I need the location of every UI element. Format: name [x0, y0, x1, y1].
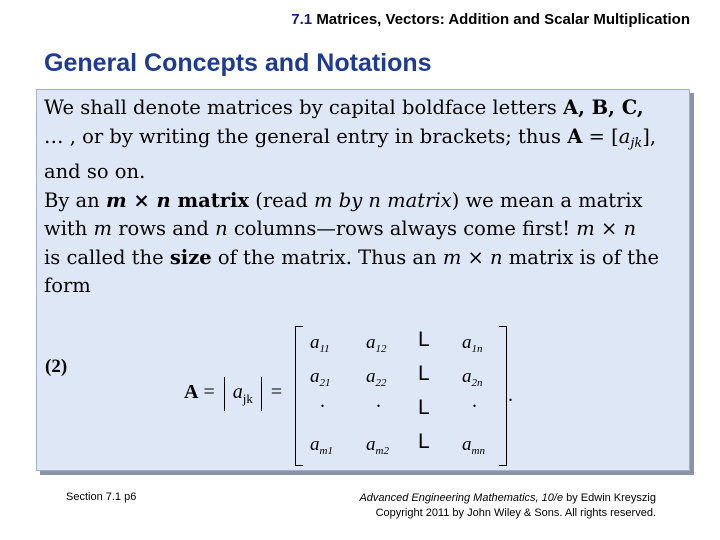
italic-text: m by n matrix — [314, 188, 452, 212]
m-by-n: m × n — [442, 245, 503, 269]
m-by-n: m × n — [105, 188, 171, 212]
text: By an — [44, 188, 106, 212]
footer-copyright: Copyright 2011 by John Wiley & Sons. All rights reserved. — [375, 507, 656, 519]
cell-r1c2: $a_{12}$ — [366, 332, 387, 355]
equals-sign: = — [203, 381, 215, 403]
body-line-4 — [44, 187, 688, 216]
text: is called the — [44, 245, 170, 269]
matrix-A: A — [184, 381, 199, 403]
cell-r4c4: $a_{mn}$ — [462, 434, 485, 457]
cell-r4c1: $a_{m1}$ — [310, 434, 333, 457]
equation-period: . — [508, 384, 513, 406]
cell-r3c1: . — [320, 390, 325, 412]
text: … , or by writing the general entry in brackets; thus — [44, 124, 568, 148]
subscript-jk: jk — [630, 135, 643, 151]
equation-label: (2) — [45, 356, 68, 377]
author: by Edwin Kreyszig — [563, 492, 656, 504]
footer-credit — [359, 491, 656, 521]
cell-r2c4: $a_{2n}$ — [462, 366, 483, 389]
body-line-2 — [44, 123, 688, 159]
text: of the matrix. Thus an — [211, 245, 443, 269]
text: ) we mean a matrix — [451, 188, 643, 212]
text: rows and — [112, 217, 216, 240]
text: = [ — [582, 124, 619, 148]
var-n: n — [215, 217, 228, 240]
section-header — [291, 11, 690, 28]
cell-r3c4: . — [472, 390, 477, 412]
cell-r2c1: $a_{21}$ — [310, 366, 331, 389]
cell-r1c1: $a_{11}$ — [310, 332, 330, 355]
body-line-5 — [44, 215, 688, 244]
cell-r1c3: L — [418, 328, 430, 351]
general-entry-bracket — [224, 377, 262, 411]
cell-r2c3: L — [418, 362, 430, 385]
cell-r4c3: L — [418, 430, 430, 453]
cell-r3c2: . — [376, 390, 381, 412]
equation-lhs — [184, 377, 282, 411]
footer-book-line — [359, 491, 656, 506]
body-line-6 — [44, 244, 688, 273]
slide-title: General Concepts and Notations — [44, 49, 432, 77]
cell-r4c2: $a_{m2}$ — [366, 434, 389, 457]
var-a: a — [618, 124, 631, 148]
bold-letters: A, B, C, — [562, 96, 644, 119]
text: (read — [249, 188, 315, 212]
matrix-brackets — [295, 326, 507, 466]
text: with — [44, 217, 94, 240]
text: matrix — [170, 188, 250, 212]
section-number: 7.1 — [291, 11, 313, 28]
cell-r3c3: L — [418, 396, 430, 419]
section-title: Matrices, Vectors: Addition and Scalar Multiplication — [316, 11, 690, 28]
body-paragraph — [44, 94, 688, 301]
content-box — [36, 89, 690, 471]
text: ], — [642, 124, 657, 148]
subscript-jk: jk — [242, 391, 253, 406]
body-line-7: form — [44, 274, 91, 297]
equals-sign: = — [270, 381, 283, 403]
var-m: m — [93, 217, 113, 240]
cell-r2c2: $a_{22}$ — [366, 366, 387, 389]
bold-A: A — [567, 124, 583, 148]
book-title: Advanced Engineering Mathematics, 10/e — [359, 492, 564, 504]
text: columns—rows always come first! — [227, 217, 577, 240]
body-line-1 — [44, 94, 688, 123]
footer-section: Section 7.1 p6 — [66, 491, 137, 503]
text: We shall denote matrices by capital boldface letters — [44, 96, 563, 119]
m-by-n: m × n — [576, 217, 637, 240]
text: matrix is of the — [502, 245, 660, 269]
cell-r1c4: $a_{1n}$ — [462, 332, 483, 355]
var-a: a — [232, 381, 243, 403]
body-line-3: and so on. — [44, 160, 146, 183]
bold-size: size — [169, 245, 212, 269]
